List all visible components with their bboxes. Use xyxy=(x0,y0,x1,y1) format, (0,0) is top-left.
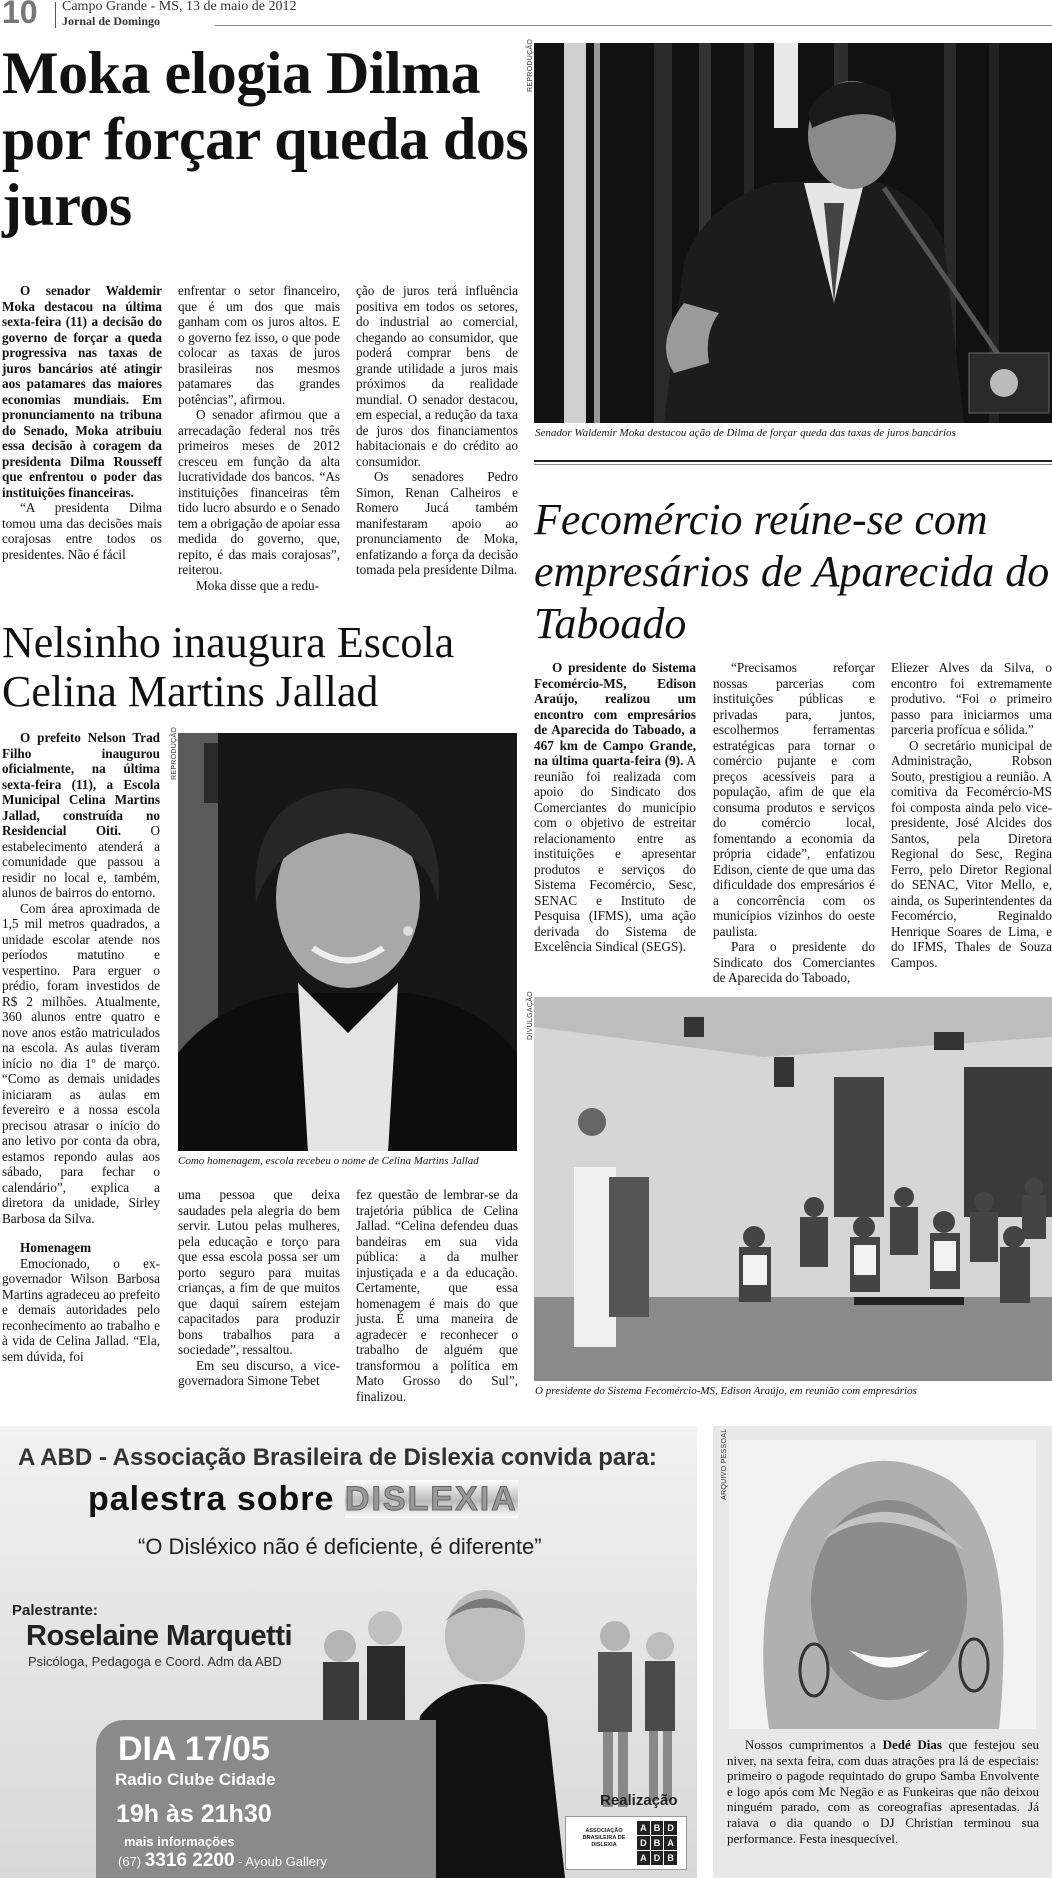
abd-logo-letter: B xyxy=(664,1851,677,1865)
fecomercio-paragraph: O secretário municipal de Administração, Robson Souto, prestigiou a reunião. A comitiva da Fecomércio-MS foi composta ainda pelo vice-presidente, José Alcides dos Santos, pela Diretora Regional do Sesc, Regina Ferro, pelo Diretor Regional do SENAC, Vitor Mello, e, ainda, os Superintendentes da Fecomércio, Reginaldo Henrique Soares de Lima, e do IFMS, Thales de Souza Campos. xyxy=(891,737,1052,970)
social-note xyxy=(727,1737,1039,1846)
moka-headline: Moka elogia Dilma por forçar queda dos juros xyxy=(2,40,529,238)
fecomercio-paragraph: Para o presidente do Sindicato dos Comerciantes de Aparecida do Taboado, xyxy=(713,939,875,985)
abd-logo-letter: D xyxy=(637,1836,650,1850)
abd-logo-letter: A xyxy=(637,1851,650,1865)
abd-logo-letter: D xyxy=(651,1851,664,1865)
nelsinho-paragraph: Emocionado, o ex-governador Wilson Barbosa Martins agradeceu ao prefeito e demais autoridades pelo reconhecimento ao trabalho e à vida de Celina Jallad. “Ela, sem dúvida, foi xyxy=(2,1255,160,1364)
fecomercio-photo xyxy=(534,997,1052,1381)
header-rule xyxy=(215,25,1052,26)
fecomercio-photo-caption: O presidente do Sistema Fecomércio-MS, Edison Araújo, em reunião com empresários xyxy=(535,1385,917,1397)
moka-column-1 xyxy=(2,283,162,562)
abd-logo-text: ASSOCIAÇÃO BRASILEIRA DE DISLEXIA xyxy=(582,1828,626,1848)
fecomercio-column-2 xyxy=(713,660,875,986)
fecomercio-headline: Fecomércio reúne-se com empresários de Aparecida do Taboado xyxy=(534,495,1050,648)
moka-photo xyxy=(534,43,1052,423)
nelsinho-column-3 xyxy=(356,1187,518,1404)
nelsinho-lead: O prefeito Nelson Trad Filho inaugurou oficialmente, na última sexta-feira (11), a Escola Municipal Celina Martins Jallad, construída no Residencial Oiti. xyxy=(2,730,160,838)
ad-phone xyxy=(118,1850,327,1872)
ad-phone-area: (67) xyxy=(118,1854,142,1869)
nelsinho-photo-credit: REPRODUÇÃO xyxy=(171,726,178,780)
moka-paragraph: “A presidenta Dilma tomou uma das decisões mais corajosas entre todos os presidentes. Não é fácil xyxy=(2,500,162,562)
social-photo xyxy=(729,1440,1036,1729)
nelsinho-column-2 xyxy=(178,1187,340,1389)
moka-paragraph: ção de juros terá influência positiva em todos os setores, do industrial ao comercial, chegando ao consumidor, que poderá comprar bens de grande utilidade a juros mais próximos da realidade mundial. O senador destacou, em especial, a redução da taxa de juros dos financiamentos habitacionais e do crédito ao consumidor. xyxy=(356,283,518,469)
fecomercio-column-1 xyxy=(534,660,696,955)
section-rule-thin xyxy=(534,464,1052,465)
header-paper-name: Jornal de Domingo xyxy=(62,14,161,28)
nelsinho-paragraph: uma pessoa que deixa saudades pela alegria do bem servir. Lutou pelas mulheres, pela educação e torço para que essa escola possa ser um porto seguro para muitas crianças, a fim de que muitos que daqui saírem estejam capacitados para produzir bons trabalhos para a sociedade”, ressaltou. xyxy=(178,1187,340,1357)
ad-more-info: mais informações xyxy=(124,1834,235,1849)
fecomercio-column-3 xyxy=(891,660,1052,970)
moka-column-3 xyxy=(356,283,518,578)
ad-speaker-role: Psicóloga, Pedagoga e Coord. Adm da ABD xyxy=(28,1654,282,1669)
senator-speaking-image xyxy=(534,43,1052,423)
social-photo-credit: ARQUIVO PESSOAL xyxy=(721,1428,728,1500)
ad-speaker-name: Roselaine Marquetti xyxy=(26,1620,293,1652)
header-divider xyxy=(55,2,56,28)
abd-logo-letter: A xyxy=(664,1836,677,1850)
moka-photo-credit: REPRODUÇÃO xyxy=(527,38,534,92)
ad-quote: “O Disléxico não é deficiente, é diferente” xyxy=(138,1534,542,1559)
ad-speaker-label: Palestrante: xyxy=(12,1602,98,1619)
abd-advertisement xyxy=(0,1426,697,1878)
dede-dias-portrait-image xyxy=(729,1440,1036,1729)
ad-phone-number: 3316 2200 xyxy=(144,1850,235,1871)
nelsinho-paragraph: fez questão de lembrar-se da trajetória pública de Celina Jallad. “Celina defendeu duas bandeiras em sua vida pública: a da mulher injustiçada e a da educação. Certamente, que essa homenagem é mais do que justa. É uma maneira de agradecer e reconhecer o trabalho de alguém que transformou a política em Mato Grosso do Sul”, finalizou. xyxy=(356,1187,518,1404)
social-paragraph xyxy=(727,1737,1039,1846)
fecomercio-photo-credit: DIVULGAÇÃO xyxy=(527,991,534,1040)
fecomercio-paragraph: Eliezer Alves da Silva, o encontro foi extremamente produtivo. “Foi o primeiro passo para iniciarmos uma parceria profícua e sólida.” xyxy=(891,660,1052,737)
page-number: 10 xyxy=(2,0,38,30)
moka-column-2 xyxy=(178,283,340,593)
celina-portrait-image xyxy=(178,733,517,1151)
ad-title: A ABD - Associação Brasileira de Dislexia convida para: xyxy=(18,1444,657,1471)
nelsinho-subhead: Homenagem xyxy=(20,1240,92,1255)
nelsinho-photo xyxy=(178,733,517,1151)
fecomercio-lead: O presidente do Sistema Fecomércio-MS, Edison Araújo, realizou um encontro com empresários de Aparecida do Taboado, a 467 km de Campo Grande, na última quarta-feira (9). xyxy=(534,660,696,768)
abd-logo-letter: D xyxy=(664,1821,677,1835)
moka-paragraph: Moka disse que a redu- xyxy=(196,577,320,593)
ad-realizacao-label: Realização xyxy=(600,1792,678,1809)
moka-paragraph: enfrentar o setor financeiro, que é um dos que mais ganham com os juros altos. E o governo fez isso, o que pode colocar as taxas de juros brasileiras nos mesmos patamares das grandes potências”, afirmou. xyxy=(178,283,340,407)
fecomercio-lead-rest: A reunião foi realizada com apoio do Sindicato dos Comerciantes do município com o objetivo de estreitar relacionamento entre as instituições e apresentar produtos e serviços do Sistema Fecomércio, Sesc, SENAC e Instituto de Pesquisa (IFMS), uma ação derivada do Sistema de Excelência Sindical (SEGS). xyxy=(534,753,696,954)
nelsinho-headline: Nelsinho inaugura Escola Celina Martins Jallad xyxy=(2,618,455,717)
nelsinho-lead-paragraph xyxy=(2,730,160,901)
ad-phone-suffix: - Ayoub Gallery xyxy=(238,1854,327,1869)
ad-event-venue: Radio Clube Cidade xyxy=(115,1770,276,1789)
ad-dislexia-word: DISLEXIA xyxy=(344,1480,518,1518)
moka-paragraph: Os senadores Pedro Simon, Renan Calheiros e Romero Jucá também manifestaram apoio ao pronunciamento de Moka, enfatizando a força da decisão tomada pela presidente Dilma. xyxy=(356,469,518,577)
nelsinho-column-1 xyxy=(2,730,160,1364)
fecomercio-paragraph: “Precisamos reforçar nossas parcerias com instituições públicas e privadas para, juntos, escolhermos ferramentas estratégicas para tornar o comércio pujante e com preços acessíveis para a população, afim de que ela consuma produtos e serviços do comércio local, fomentando a economia da própria cidade”, enfatizou Edison, ciente de que uma das dificuldade dos empresários é a concorrência com os municípios vizinhos do oeste paulista. xyxy=(713,660,875,939)
moka-lead: O senador Waldemir Moka destacou na última sexta-feira (11) a decisão do governo de forçar a queda progressiva nas taxas de juros bancários até atingir aos patamares das maiores economias mundiais. Em pronunciamento na tribuna do Senado, Moka atribuiu essa decisão à coragem da presidenta Dilma Rousseff que enfrentou o poder das instituições financeiras. xyxy=(2,283,162,500)
abd-logo-mark xyxy=(637,1821,677,1865)
nelsinho-lead-rest: O estabelecimento atenderá a comunidade que passou a residir no local e, também, alunos de bairros do entorno. xyxy=(2,823,160,900)
ad-event-time: 19h às 21h30 xyxy=(116,1800,272,1828)
nelsinho-paragraph: Em seu discurso, a vice-governadora Simone Tebet xyxy=(178,1357,340,1388)
moka-paragraph: O senador afirmou que a arrecadação federal nos três primeiros meses de 2012 cresceu em função da alta lucratividade dos bancos. “As instituições financeiras têm tido lucro absurdo e o Senado tem a obrigação de apoiar essa medida do governo, que, repito, é das mais corajosas”, reiterou. xyxy=(178,407,340,577)
social-text-before: Nossos cumprimentos a xyxy=(745,1737,883,1752)
moka-photo-caption: Senador Waldemir Moka destacou ação de Dilma de forçar queda das taxas de juros bancários xyxy=(535,427,956,439)
ad-palestra-text: palestra sobre xyxy=(88,1480,335,1518)
nelsinho-paragraph: Com área aproximada de 1,5 mil metros quadrados, a unidade escolar atende nos períodos matutino e vespertino. Para erguer o prédio, foram investidos de R$ 2 milhões. Atualmente, 360 alunos entre quatro e nove anos estão matriculados na escola. As aulas tiveram início no dia 1º de março. “Como as demais unidades iniciaram as aulas em fevereiro e a nossa escola precisou atrasar o início do ano letivo por conta da obra, estamos repondo aulas aos sábado, para fechar o calendário”, explica a diretora da unidade, Sirley Barbosa da Silva. xyxy=(2,900,160,1226)
abd-logo-letter: A xyxy=(637,1821,650,1835)
ad-event-date: DIA 17/05 xyxy=(118,1730,270,1768)
fecomercio-lead-paragraph xyxy=(534,660,696,955)
abd-logo-letter: B xyxy=(651,1821,664,1835)
section-rule xyxy=(534,460,1052,462)
abd-logo-letter: B xyxy=(651,1836,664,1850)
social-text-after: que festejou seu niver, na sexta feira, com duas atrações pra lá de especiais: primeiro o pagode requintado do grupo Samba Envolvente e logo após com Mc Negão e as Funkeiras que não deixou ninguém parado, com as coreografias apresentadas. Já raiava o dia quando o DJ Christian terminou sua performance. Festa inesquecível. xyxy=(727,1737,1039,1846)
header-date: Campo Grande - MS, 13 de maio de 2012 xyxy=(62,0,297,14)
social-honoree-name: Dedé Dias xyxy=(882,1737,942,1752)
nelsinho-photo-caption: Como homenagem, escola recebeu o nome de Celina Martins Jallad xyxy=(178,1155,479,1167)
meeting-room-image xyxy=(534,997,1052,1381)
ad-palestra-heading xyxy=(88,1480,518,1519)
